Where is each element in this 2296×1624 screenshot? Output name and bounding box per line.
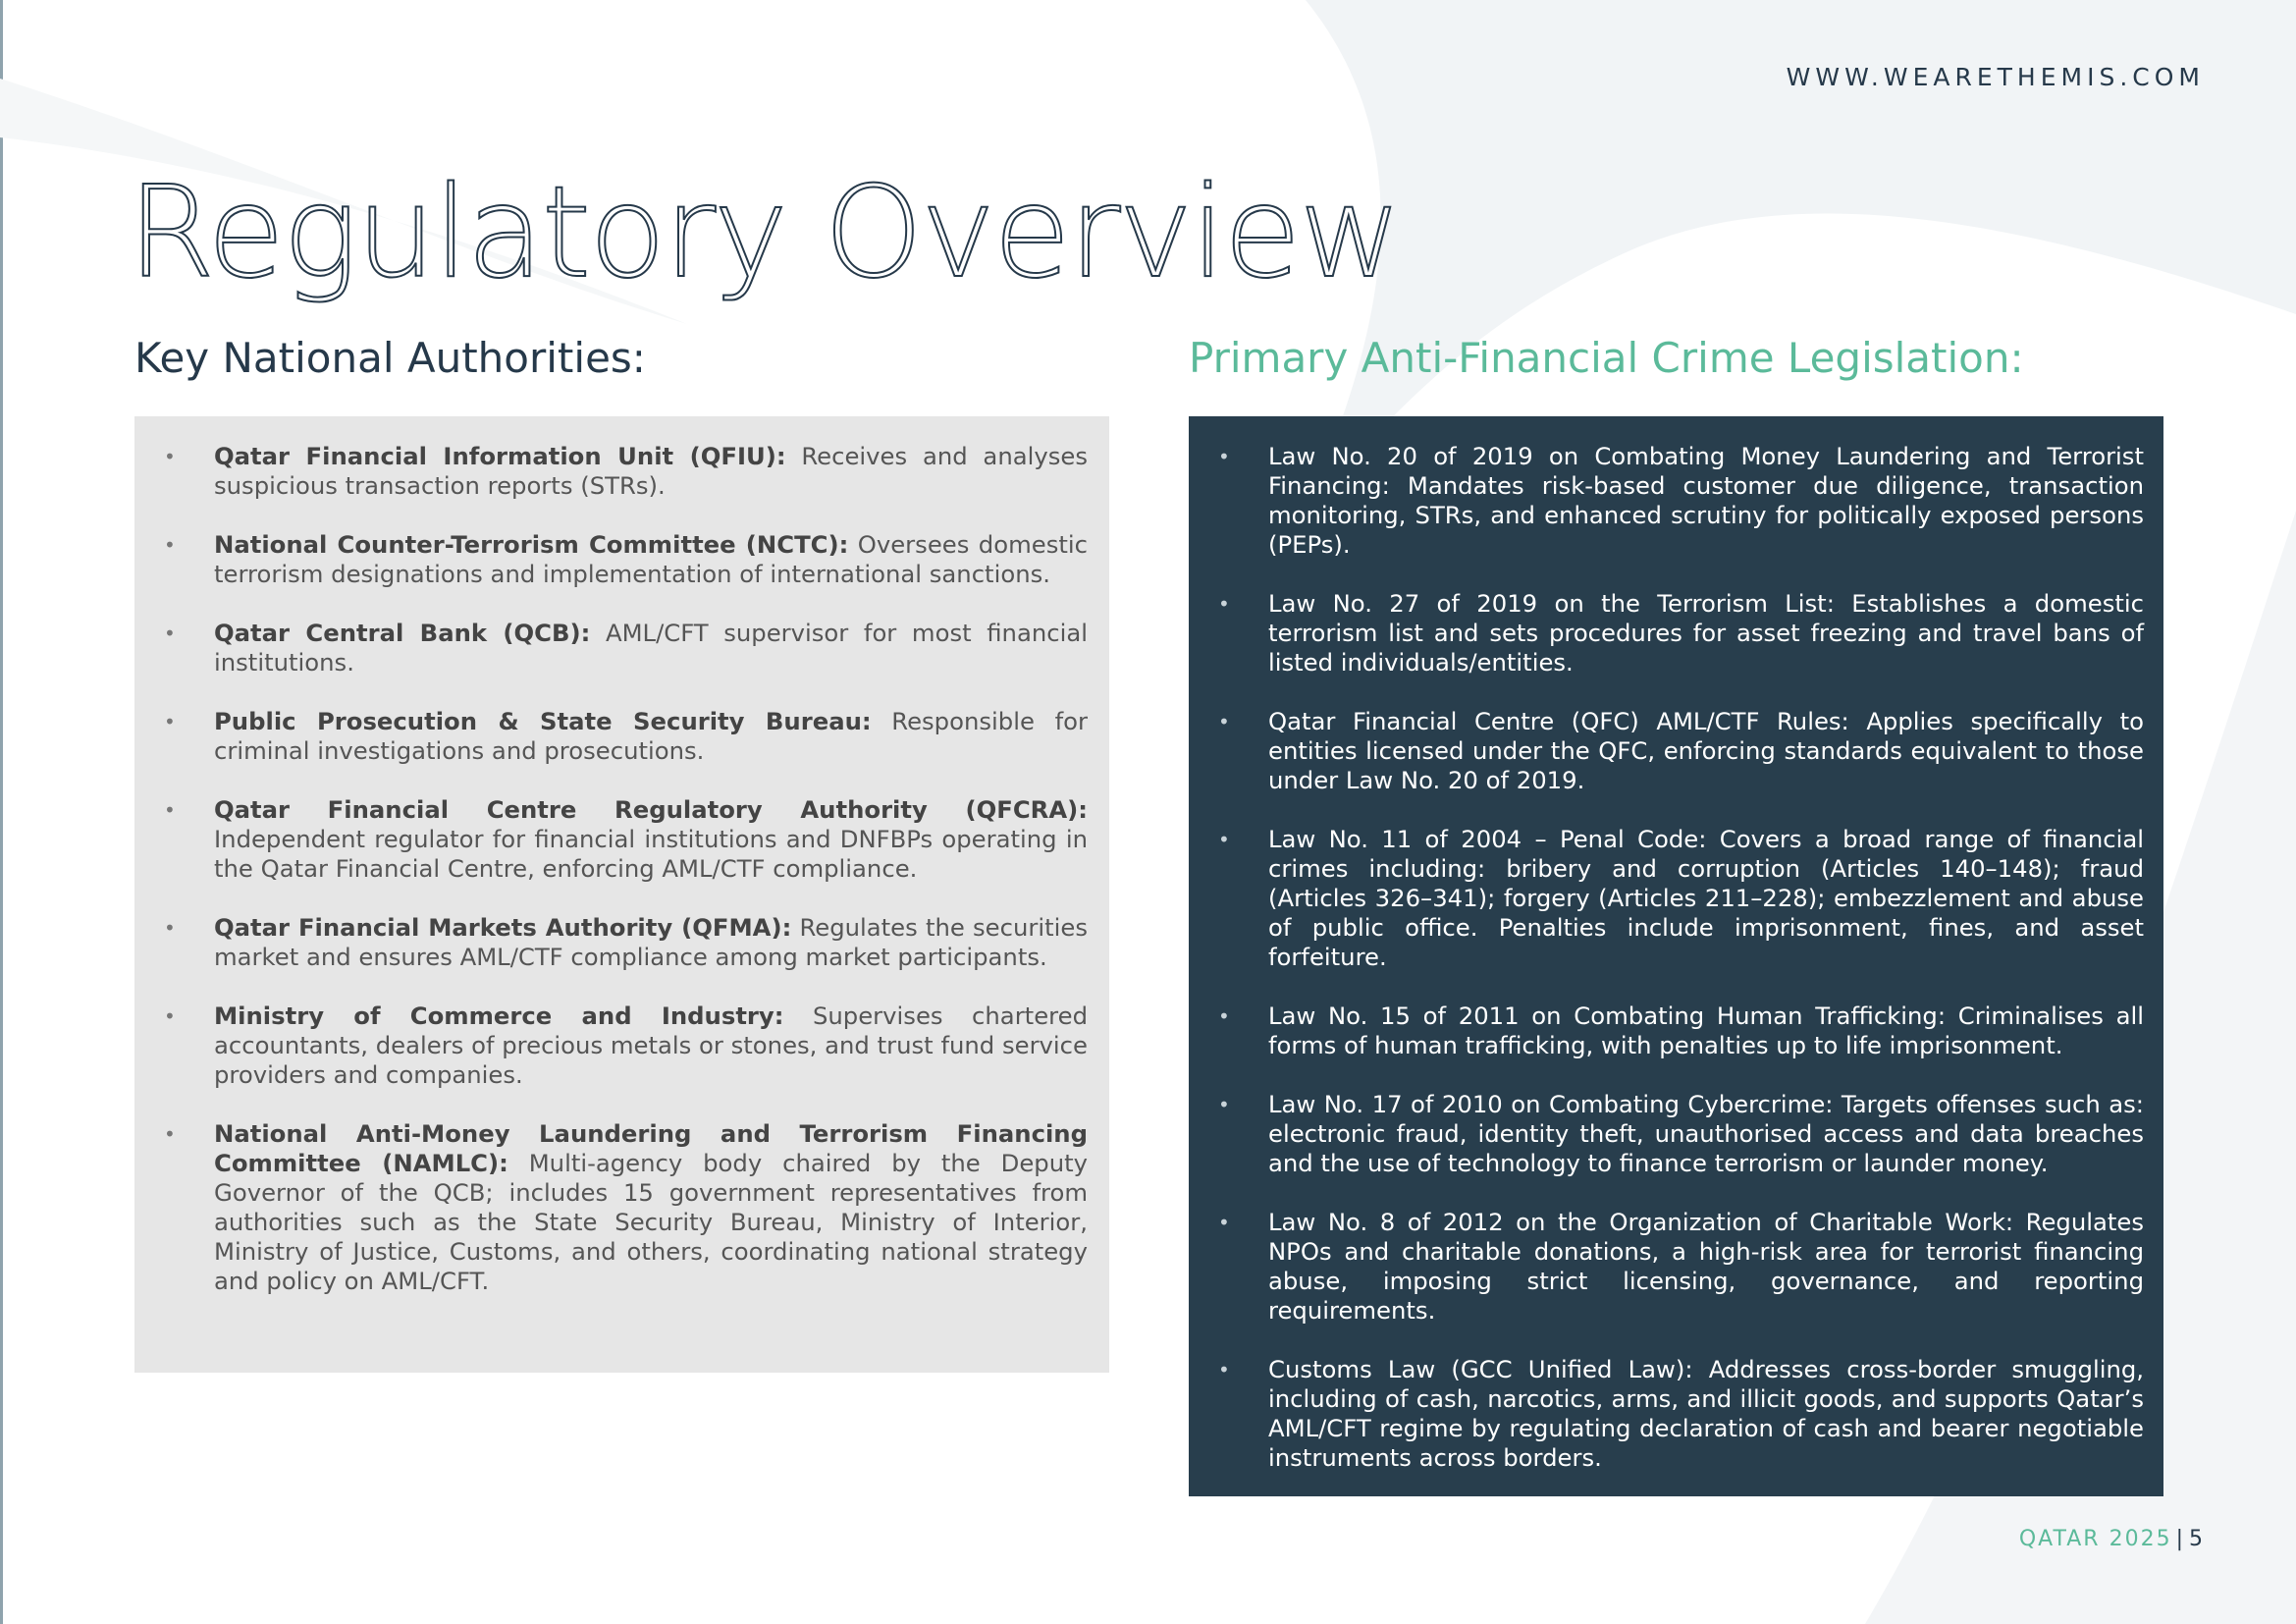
bullet-icon: • (1218, 1093, 1230, 1116)
bullet-icon: • (164, 1122, 176, 1146)
legislation-heading: Primary Anti-Financial Crime Legislation: (1189, 334, 2024, 382)
list-item: • Law No. 8 of 2012 on the Organization of Charitable Work: Regulates NPOs and charitable donations, a high-risk area for terrorist financing abuse, imposing strict licensing, governance, and reporting requirements. (1218, 1208, 2144, 1325)
legislation-list (1208, 442, 2144, 1473)
authorities-panel (134, 416, 1109, 1373)
bullet-icon: • (164, 710, 176, 733)
page-title: Regulatory Overview (128, 160, 1401, 306)
bullet-icon: • (164, 916, 176, 940)
page-number: 5 (2189, 1527, 2205, 1551)
list-item: • Qatar Central Bank (QCB): AML/CFT supervisor for most financial institutions. (164, 619, 1088, 677)
footer-separator: | (2175, 1527, 2185, 1551)
list-item: • Qatar Financial Information Unit (QFIU): Receives and analyses suspicious transaction reports (STRs). (164, 442, 1088, 500)
bullet-icon: • (1218, 1358, 1230, 1381)
authorities-list (154, 442, 1088, 1296)
list-item: • Qatar Financial Centre Regulatory Authority (QFCRA): Independent regulator for financial institutions and DNFBPs operating in the Qatar Financial Centre, enforcing AML/CTF compliance. (164, 795, 1088, 883)
list-item: • Law No. 27 of 2019 on the Terrorism List: Establishes a domestic terrorism list and sets procedures for asset freezing and travel bans of listed individuals/entities. (1218, 589, 2144, 677)
list-item: • Law No. 20 of 2019 on Combating Money Laundering and Terrorist Financing: Mandates risk-based customer due diligence, transaction monitoring, STRs, and enhanced scrutiny for politically exposed persons (PEPs). (1218, 442, 2144, 559)
bullet-icon: • (164, 622, 176, 645)
bullet-icon: • (1218, 592, 1230, 616)
page-footer (2019, 1527, 2205, 1551)
list-item: • Law No. 11 of 2004 – Penal Code: Covers a broad range of financial crimes including: bribery and corruption (Articles 140–148); fraud (Articles 326–341); forgery (Articles 211–228); embezzlement and abuse of public office. Penalties include imprisonment, fines, and asset forfeiture. (1218, 825, 2144, 971)
bullet-icon: • (164, 798, 176, 822)
bullet-icon: • (1218, 828, 1230, 851)
footer-label: QATAR 2025 (2018, 1527, 2172, 1551)
legislation-panel (1189, 416, 2163, 1496)
list-item: • Qatar Financial Centre (QFC) AML/CTF Rules: Applies specifically to entities licensed under the QFC, enforcing standards equivalent to those under Law No. 20 of 2019. (1218, 707, 2144, 794)
list-item: • National Anti-Money Laundering and Terrorism Financing Committee (NAMLC): Multi-agency body chaired by the Deputy Governor of the QCB; includes 15 government representatives from authorities such as the State Security Bureau, Ministry of Interior, Ministry of Justice, Customs, and others, coordinating national strategy and policy on AML/CFT. (164, 1119, 1088, 1295)
bullet-icon: • (1218, 445, 1230, 468)
bullet-icon: • (1218, 710, 1230, 733)
bullet-icon: • (164, 1004, 176, 1028)
website-url: WWW.WEARETHEMIS.COM (1786, 63, 2205, 91)
bullet-icon: • (164, 445, 176, 468)
list-item: • Public Prosecution & State Security Bureau: Responsible for criminal investigations and prosecutions. (164, 707, 1088, 765)
list-item: • Customs Law (GCC Unified Law): Addresses cross-border smuggling, including of cash, narcotics, arms, and illicit goods, and supports Qatar’s AML/CFT regime by regulating declaration of cash and bearer negotiable instruments across borders. (1218, 1355, 2144, 1472)
bullet-icon: • (1218, 1004, 1230, 1028)
list-item: • National Counter-Terrorism Committee (NCTC): Oversees domestic terrorism designations and implementation of international sanctions. (164, 530, 1088, 588)
bullet-icon: • (1218, 1211, 1230, 1234)
key-authorities-heading: Key National Authorities: (134, 334, 646, 382)
list-item: • Law No. 15 of 2011 on Combating Human Trafficking: Criminalises all forms of human trafficking, with penalties up to life imprisonment. (1218, 1001, 2144, 1059)
list-item: • Law No. 17 of 2010 on Combating Cybercrime: Targets offenses such as: electronic fraud, identity theft, unauthorised access and data breaches and the use of technology to finance terrorism or launder money. (1218, 1090, 2144, 1177)
list-item: • Ministry of Commerce and Industry: Supervises chartered accountants, dealers of precious metals or stones, and trust fund service providers and companies. (164, 1001, 1088, 1089)
bullet-icon: • (164, 533, 176, 557)
list-item: • Qatar Financial Markets Authority (QFMA): Regulates the securities market and ensures AML/CTF compliance among market participants. (164, 913, 1088, 971)
